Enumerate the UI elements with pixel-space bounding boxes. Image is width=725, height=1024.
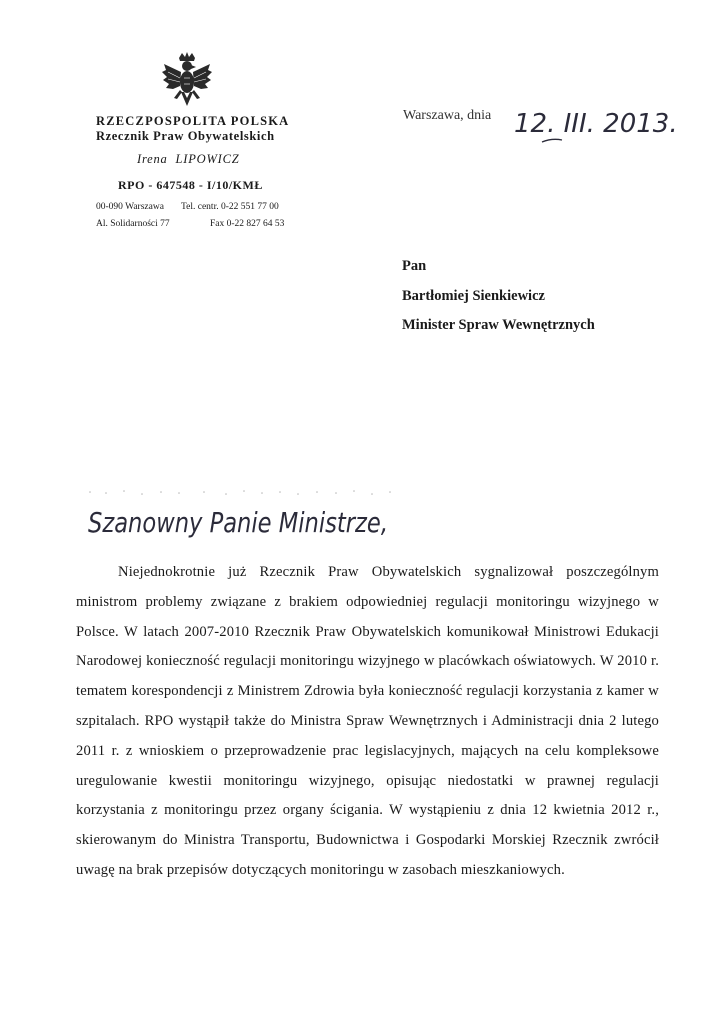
eagle-emblem-icon [160, 52, 214, 110]
letterhead-country: RZECZPOSPOLITA POLSKA [96, 114, 290, 128]
handwritten-greeting [84, 494, 404, 560]
ombudsman-name [137, 152, 240, 167]
handwritten-greeting-text: Szanowny Panie Ministrze, [88, 506, 388, 539]
letterhead-institution: Rzecznik Praw Obywatelskich [96, 129, 275, 143]
recipient-name: Bartłomiej Sienkiewicz [402, 288, 545, 304]
dateline-place: Warszawa, dnia [403, 108, 492, 123]
recipient-salutation: Pan [402, 258, 427, 274]
phone-number: Tel. centr. 0-22 551 77 00 [181, 202, 279, 212]
ombudsman-last-name: LIPOWICZ [175, 152, 240, 166]
letter-body-text: Niejednokrotnie już Rzecznik Praw Obywatelskich sygnalizował poszczególnym ministrom problemy związane z brakiem odpowiedniej regulacji monitoringu wizyjnego w Polsce. W latach 2007-2010 Rzecznik Praw Obywatelskich komunikował Ministrowi Edukacji Narodowej konieczność regulacji monitoringu wizyjnego w placówkach oświatowych. W 2010 r. tematem korespondencji z Ministrem Zdrowia była konieczność regulacji korzystania z kamer w szpitalach. RPO wystąpił także do Ministra Spraw Wewnętrznych i Administracji dnia 2 lutego 2011 r. z wnioskiem o przeprowadzenie prac legislacyjnych, mających na celu kompleksowe uregulowanie kwestii monitoringu wizyjnego, opisując niedostatki w prawnej regulacji korzystania z monitoringu przez organy ścigania. W wystąpieniu z dnia 12 kwietnia 2012 r., skierowanym do Ministra Transportu, Budownictwa i Gospodarki Morskiej Rzecznik zwrócił uwagę na brak przepisów dotyczących monitoringu w zasobach mieszkaniowych. [76, 564, 659, 878]
recipient-title: Minister Spraw Wewnętrznych [402, 317, 595, 333]
address-line-2: Al. Solidarności 77 [96, 219, 170, 229]
handwritten-date [512, 96, 678, 154]
reference-number: RPO - 647548 - I/10/KMŁ [118, 178, 263, 192]
letter-body-paragraph [76, 558, 659, 886]
address-line-1: 00-090 Warszawa [96, 202, 164, 212]
handwritten-date-text: 12. III. 2013. [514, 109, 678, 139]
ombudsman-first-name: Irena [137, 152, 168, 166]
fax-number: Fax 0-22 827 64 53 [210, 219, 285, 229]
